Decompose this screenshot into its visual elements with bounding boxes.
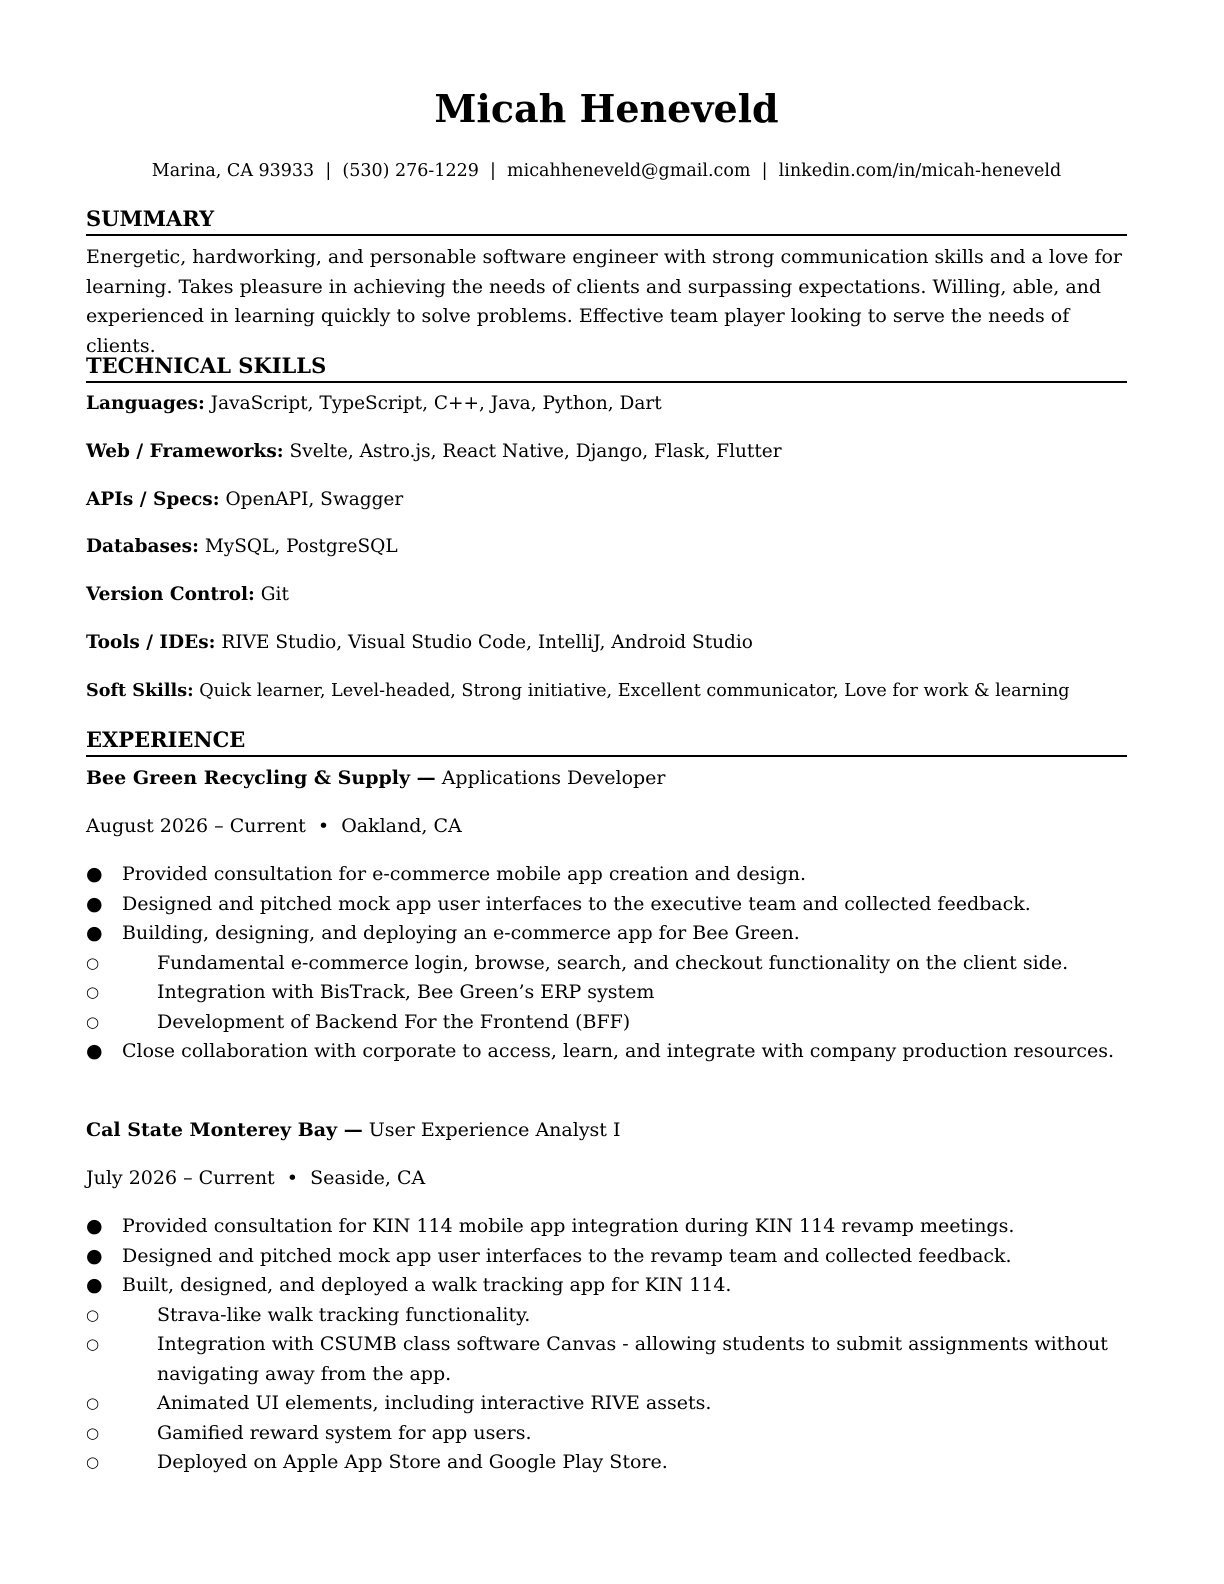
job-company: Bee Green Recycling & Supply — — [86, 767, 436, 789]
contact-separator: | — [325, 161, 332, 181]
job-dates: August 2026 – Current — [86, 815, 306, 837]
bullet-text: Integration with CSUMB class software Canvas - allowing students to submit assignments without navigating away from the app. — [157, 1333, 1108, 1385]
bullet-marker: ● — [86, 1244, 103, 1267]
bullet-text: Provided consultation for e-commerce mobile app creation and design. — [122, 863, 807, 885]
skill-row-languages — [86, 391, 1127, 417]
bullet-text: Provided consultation for KIN 114 mobile app integration during KIN 114 revamp meetings. — [122, 1215, 1015, 1237]
skill-value: Git — [260, 584, 289, 605]
experience-heading: EXPERIENCE — [86, 726, 1127, 757]
job-bullet-list — [86, 860, 1127, 1067]
bullet-marker: ○ — [86, 983, 100, 1001]
skill-value: OpenAPI, Swagger — [225, 489, 404, 510]
job-title-line — [86, 1117, 1127, 1143]
list-item — [86, 860, 1127, 890]
bullet-marker: ● — [86, 1040, 103, 1062]
skill-label: Web / Frameworks: — [86, 441, 284, 462]
skill-label: Soft Skills: — [86, 680, 194, 701]
skill-label: Languages: — [86, 393, 205, 414]
bullet-text: Fundamental e-commerce login, browse, search, and checkout functionality on the client side. — [157, 951, 1069, 974]
bullet-marker: ○ — [86, 1012, 100, 1031]
skill-row-apis-specs — [86, 487, 1127, 513]
bullet-marker: ○ — [86, 1423, 100, 1442]
list-item — [86, 1301, 1127, 1331]
list-item — [86, 1330, 1127, 1389]
skill-value: RIVE Studio, Visual Studio Code, IntelliJ, Android Studio — [221, 632, 753, 653]
job-dot: • — [286, 1167, 299, 1189]
bullet-text: Animated UI elements, including interactive RIVE assets. — [157, 1392, 712, 1414]
list-item — [86, 1008, 1127, 1038]
bullet-text: Integration with BisTrack, Bee Green’s ERP system — [157, 981, 655, 1003]
skill-row-web-frameworks — [86, 439, 1127, 465]
job-company: Cal State Monterey Bay — — [86, 1119, 363, 1141]
skill-label: Version Control: — [86, 584, 255, 605]
contact-email[interactable]: micahheneveld@gmail.com — [507, 161, 751, 181]
skills-heading: TECHNICAL SKILLS — [86, 352, 1127, 383]
list-item — [86, 1212, 1127, 1242]
list-item — [86, 919, 1127, 949]
bullet-text: Designed and pitched mock app user interfaces to the revamp team and collected feedback. — [122, 1244, 1012, 1267]
contact-line — [86, 158, 1127, 184]
bullet-marker: ● — [86, 1215, 103, 1237]
list-item — [86, 1389, 1127, 1419]
bullet-marker: ● — [86, 863, 103, 885]
skill-label: Databases: — [86, 536, 199, 557]
bullet-text: Built, designed, and deployed a walk tracking app for KIN 114. — [122, 1274, 732, 1296]
list-item — [86, 890, 1127, 920]
skill-row-tools-ides — [86, 630, 1127, 656]
bullet-text: Deployed on Apple App Store and Google Play Store. — [157, 1451, 668, 1473]
contact-separator: | — [490, 161, 496, 181]
summary-heading: SUMMARY — [86, 205, 1127, 236]
contact-phone: (530) 276-1229 — [342, 161, 479, 181]
bullet-text: Strava-like walk tracking functionality. — [157, 1303, 531, 1326]
bullet-marker: ● — [86, 922, 103, 944]
skill-value: MySQL, PostgreSQL — [204, 536, 398, 557]
job-meta-line — [86, 813, 1127, 839]
bullet-marker: ● — [86, 1274, 103, 1296]
skill-row-version-control — [86, 582, 1127, 608]
bullet-marker: ○ — [86, 1394, 100, 1412]
job-meta-line — [86, 1165, 1127, 1191]
list-item — [86, 1448, 1127, 1478]
bullet-text: Gamified reward system for app users. — [157, 1421, 532, 1444]
bullet-marker: ○ — [86, 953, 100, 972]
skill-value: Svelte, Astro.js, React Native, Django, Flask, Flutter — [289, 441, 782, 462]
list-item — [86, 949, 1127, 979]
job-location: Seaside, CA — [310, 1167, 426, 1189]
bullet-marker: ○ — [86, 1305, 100, 1324]
bullet-marker: ○ — [86, 1453, 100, 1471]
resume-name: Micah Heneveld — [434, 86, 779, 131]
contact-separator: | — [761, 161, 768, 181]
bullet-text: Close collaboration with corporate to access, learn, and integrate with company production resources. — [122, 1040, 1114, 1062]
skill-row-databases — [86, 534, 1127, 560]
skill-row-soft-skills — [86, 678, 1127, 704]
job-dates: July 2026 – Current — [86, 1167, 275, 1189]
job-bullet-list — [86, 1212, 1127, 1478]
skill-label: Tools / IDEs: — [86, 632, 216, 653]
skill-value: JavaScript, TypeScript, C++, Java, Python, Dart — [210, 393, 662, 414]
contact-linkedin[interactable]: linkedin.com/in/micah-heneveld — [778, 161, 1062, 181]
job-title-line — [86, 765, 1127, 791]
summary-text: Energetic, hardworking, and personable software engineer with strong communication skills and a love for learning. Takes pleasure in achieving the needs of clients and surpassing expectations. Willing, able, and experienced in learning quickly to solve problems. Effective team player looking to serve the needs of clients. — [86, 246, 1123, 357]
job-role: Applications Developer — [441, 767, 666, 789]
job-dot: • — [317, 815, 330, 837]
list-item — [86, 1419, 1127, 1449]
skill-value: Quick learner, Level-headed, Strong initiative, Excellent communicator, Love for work & learning — [199, 681, 1070, 701]
bullet-text: Building, designing, and deploying an e-commerce app for Bee Green. — [122, 922, 800, 944]
contact-location: Marina, CA 93933 — [151, 161, 315, 181]
bullet-marker: ● — [86, 892, 103, 915]
job-role: User Experience Analyst I — [368, 1119, 621, 1141]
list-item — [86, 1271, 1127, 1301]
bullet-text: Development of Backend For the Frontend (BFF) — [157, 1010, 631, 1033]
bullet-text: Designed and pitched mock app user interfaces to the executive team and collected feedback. — [122, 892, 1031, 915]
list-item — [86, 978, 1127, 1008]
list-item — [86, 1242, 1127, 1272]
skill-label: APIs / Specs: — [86, 489, 220, 510]
list-item — [86, 1037, 1127, 1067]
job-location: Oakland, CA — [341, 815, 462, 837]
bullet-marker: ○ — [86, 1335, 100, 1353]
